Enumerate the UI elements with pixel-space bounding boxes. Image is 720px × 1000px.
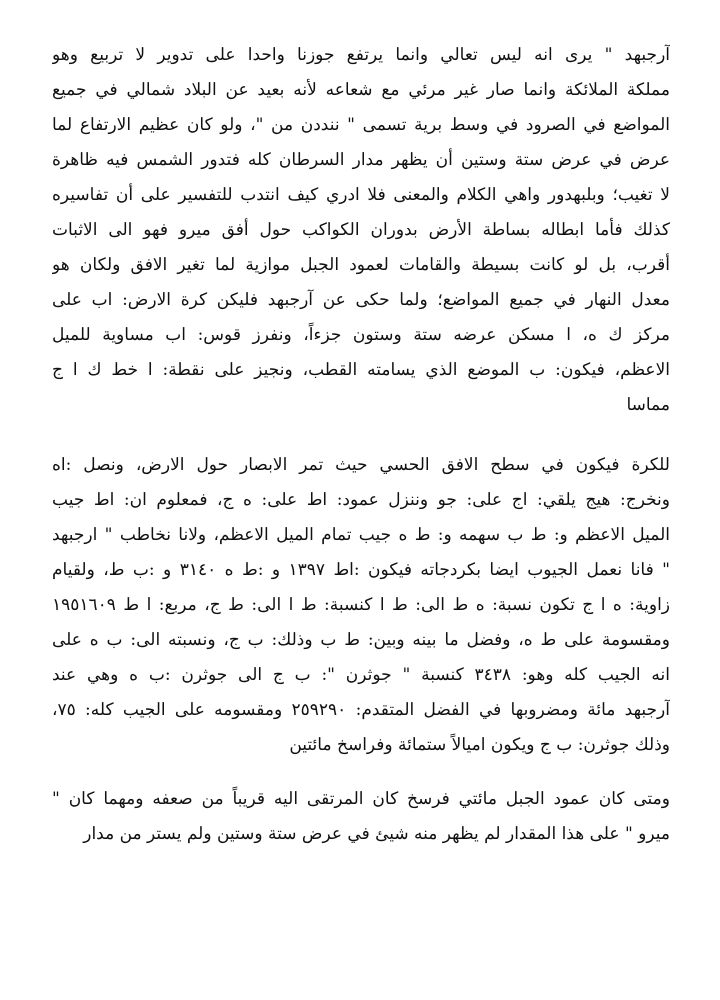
text-line: الميل الاعظم و: ط ب سهمه و: ط ه جيب تمام الميل الاعظم، ولانا نخاطب " ارجبهد	[52, 525, 670, 545]
text-line: آرجبهد " يرى انه ليس تعالي وانما يرتفع جوزنا واحدا على تدوير لا تربيع وهو	[52, 45, 670, 65]
paragraph-2	[52, 448, 670, 763]
text-line: أقرب، بل لو كانت بسيطة والقامات لعمود الجبل موازية لما تغير الافق ولكان هو	[52, 255, 670, 275]
text-line: مملكة الملائكة وانما صار غير مرئي مع شعاعه لأنه بعيد عن البلاد شمالي في جميع	[52, 80, 670, 100]
text-line: وذلك جوثرن: ب ج ويكون اميالاً ستمائة وفراسخ مائتين	[289, 735, 670, 755]
paragraph-3	[52, 782, 670, 852]
text-line: ونخرج: هيج يلقي: اج على: جو وننزل عمود: اط على: ه ج، فمعلوم ان: اط جيب	[52, 490, 670, 510]
paragraph-spacer	[52, 423, 670, 448]
text-line: ومتى كان عمود الجبل مائتي فرسخ كان المرتقى اليه قريباً من صعفه ومهما كان "	[52, 789, 670, 809]
text-line: المواضع في الصرود في وسط برية تسمى " ننددن من "، ولو كان عظيم الارتفاع لما	[52, 115, 670, 135]
paragraph-1	[52, 38, 670, 423]
text-line: كذلك فأما ابطاله بساطة الأرض بدوران الكواكب حول أفق ميرو فهو الى الاثبات	[52, 220, 670, 240]
text-line: ومقسومة على ط ه، وفضل ما بينه وبين: ط ب وذلك: ب ج، ونسبته الى: ب ه على	[52, 630, 670, 650]
text-line: لا تغيب؛ وبلبهدور واهي الكلام والمعنى فلا ادري كيف انتدب للتفسير على أن تفاسيره	[52, 185, 670, 205]
text-line: ميرو " على هذا المقدار لم يظهر منه شيئ في عرض ستة وستين ولم يستر من مدار	[83, 824, 670, 844]
text-line: آرجبهد مائة ومضروبها في الفضل المتقدم: ٢٥٩٢٩٠ ومقسومه على الجيب كله: ٧٥،	[52, 700, 670, 720]
text-line: للكرة فيكون في سطح الافق الحسي حيث تمر الابصار حول الارض، ونصل :اه	[52, 455, 670, 475]
text-line: مماسا	[626, 395, 670, 415]
text-line: " فانا نعمل الجيوب ايضا بكردجاته فيكون :اط ١٣٩٧ و :ط ه ٣١٤٠ و :ب ط، ولقيام	[52, 560, 670, 580]
text-line: زاوية: ه ا ج تكون نسبة: ه ط الى: ط ا كنسبة: ط ا الى: ط ج، مربع: ا ط ١٩٥١٦٠٩	[52, 595, 670, 615]
text-line: انه الجيب كله وهو: ٣٤٣٨ كنسبة " جوثرن ": ب ج الى جوثرن :ب ه وهي عند	[52, 665, 670, 685]
paragraph-spacer	[52, 763, 670, 782]
text-line: الاعظم، فيكون: ب الموضع الذي يسامته القطب، ونجيز على نقطة: ا خط ك ا ج	[52, 360, 670, 380]
text-line: عرض في عرض ستة وستين أن يظهر مدار السرطان كله فتدور الشمس فيه ظاهرة	[52, 150, 670, 170]
text-line: مركز ك ه، ا مسكن عرضه ستة وستون جزءاً، ونفرز قوس: اب مساوية للميل	[52, 325, 670, 345]
text-line: معدل النهار في جميع المواضع؛ ولما حكى عن آرجبهد فليكن كرة الارض: اب على	[52, 290, 670, 310]
document-page	[52, 38, 670, 852]
